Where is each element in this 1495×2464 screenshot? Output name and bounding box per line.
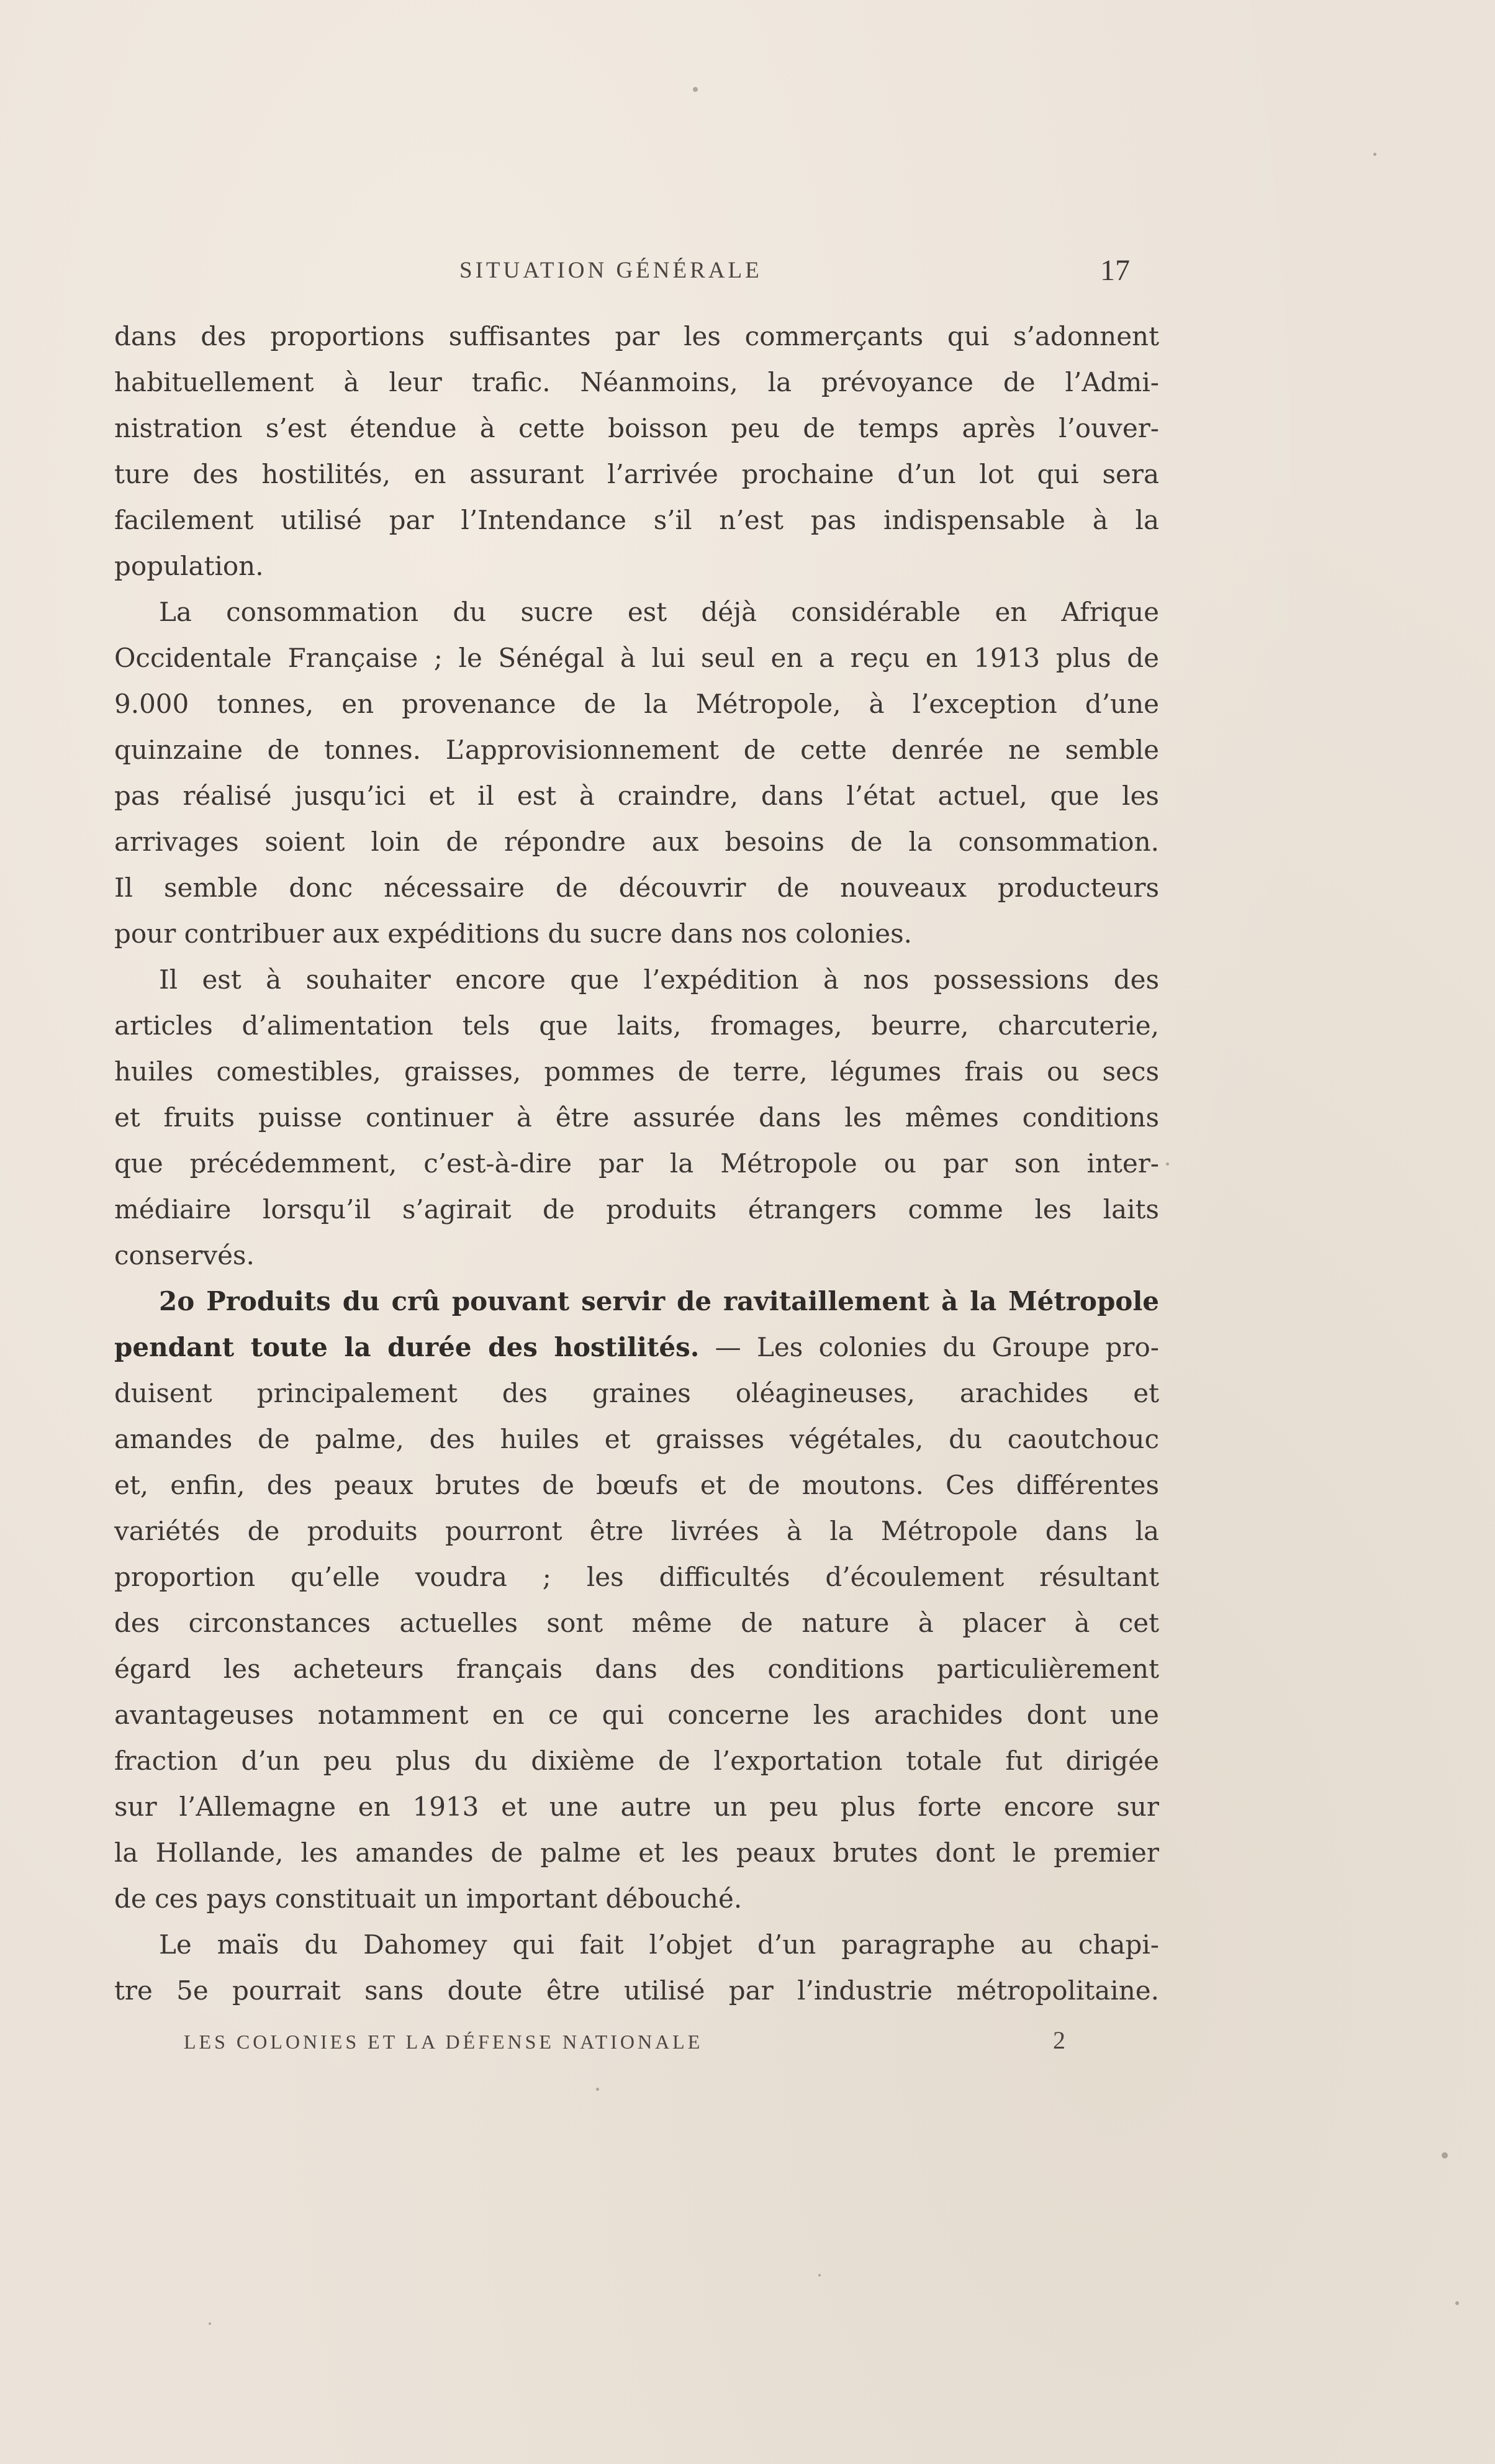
running-head xyxy=(459,253,1130,291)
paper-speck xyxy=(596,2088,599,2091)
text-line: Occidentale Française ; le Sénégal à lui seul en a reçu en 1913 plus de xyxy=(114,643,1159,673)
paper-speck xyxy=(1442,2152,1448,2158)
text-line: conservés. xyxy=(114,1240,255,1270)
text-line: variétés de produits pourront être livrées à la Métropole dans la xyxy=(114,1516,1159,1546)
sheet-number: 2 xyxy=(1053,2026,1065,2054)
text-line: habituellement à leur trafic. Néanmoins, la prévoyance de l’Admi- xyxy=(114,367,1159,397)
text-line: Il est à souhaiter encore que l’expédition à nos possessions des xyxy=(159,964,1159,995)
paper-speck xyxy=(209,2322,211,2325)
text-line: duisent principalement des graines oléagineuses, arachides et xyxy=(114,1378,1159,1408)
text-line: La consommation du sucre est déjà considérable en Afrique xyxy=(159,597,1159,627)
running-title: SITUATION GÉNÉRALE xyxy=(459,258,762,283)
text-line: la Hollande, les amandes de palme et les peaux brutes dont le premier xyxy=(114,1837,1159,1868)
paper-speck xyxy=(1373,153,1376,156)
paper-speck xyxy=(1166,1162,1169,1166)
page-number: 17 xyxy=(1100,254,1130,287)
text-line: arrivages soient loin de répondre aux besoins de la consommation. xyxy=(114,827,1159,857)
text-line: dans des proportions suffisantes par les commerçants qui s’adonnent xyxy=(114,321,1159,351)
text-line: égard les acheteurs français dans des conditions particulièrement xyxy=(114,1654,1159,1684)
text-line: et fruits puisse continuer à être assurée dans les mêmes conditions xyxy=(114,1102,1159,1133)
text-line: fraction d’un peu plus du dixième de l’exportation totale fut dirigée xyxy=(114,1746,1159,1776)
text-line: pas réalisé jusqu’ici et il est à craindre, dans l’état actuel, que les xyxy=(114,781,1159,811)
text-line: huiles comestibles, graisses, pommes de terre, légumes frais ou secs xyxy=(114,1056,1159,1087)
section-heading-continuation xyxy=(114,1325,1159,1370)
text-line: Le maïs du Dahomey qui fait l’objet d’un paragraphe au chapi- xyxy=(159,1929,1159,1960)
signature-text: LES COLONIES ET LA DÉFENSE NATIONALE xyxy=(184,2031,703,2053)
text-line: médiaire lorsqu’il s’agirait de produits étrangers comme les laits xyxy=(114,1194,1159,1225)
text-line: Il semble donc nécessaire de découvrir de nouveaux producteurs xyxy=(114,872,1159,903)
text-line: pour contribuer aux expéditions du sucre dans nos colonies. xyxy=(114,918,912,949)
text-line: que précédemment, c’est-à-dire par la Métropole ou par son inter- xyxy=(114,1148,1159,1179)
body-text xyxy=(114,314,1159,2014)
text-line: facilement utilisé par l’Intendance s’il n’est pas indispensable à la xyxy=(114,505,1159,535)
text-line: nistration s’est étendue à cette boisson peu de temps après l’ouver- xyxy=(114,413,1159,443)
section-heading-end: pendant toute la durée des hostilités. xyxy=(114,1332,700,1362)
text-line: articles d’alimentation tels que laits, fromages, beurre, charcuterie, xyxy=(114,1010,1159,1041)
text-line: proportion qu’elle voudra ; les difficultés d’écoulement résultant xyxy=(114,1562,1159,1592)
paper-speck xyxy=(1455,2301,1459,2305)
text-line: et, enfin, des peaux brutes de bœufs et de moutons. Ces différentes xyxy=(114,1470,1159,1500)
text-line: tre 5e pourrait sans doute être utilisé par l’industrie métropolitaine. xyxy=(114,1975,1159,2006)
text-line: de ces pays constituait un important débouché. xyxy=(114,1883,743,1914)
paper-speck xyxy=(693,87,698,92)
signature-footer xyxy=(184,2026,1065,2063)
text-line: quinzaine de tonnes. L’approvisionnement de cette denrée ne semble xyxy=(114,735,1159,765)
section-heading-line: 2o Produits du crû pouvant servir de ravitaillement à la Métropole xyxy=(159,1286,1159,1316)
text-line: avantageuses notamment en ce qui concerne les arachides dont une xyxy=(114,1700,1159,1730)
text-line: 9.000 tonnes, en provenance de la Métropole, à l’exception d’une xyxy=(114,689,1159,719)
paragraph-start: — Les colonies du Groupe pro- xyxy=(699,1332,1159,1362)
paper-speck xyxy=(818,2274,821,2276)
text-line: population. xyxy=(114,551,264,581)
text-line: sur l’Allemagne en 1913 et une autre un peu plus forte encore sur xyxy=(114,1791,1159,1822)
text-line: ture des hostilités, en assurant l’arrivée prochaine d’un lot qui sera xyxy=(114,459,1159,489)
text-line: amandes de palme, des huiles et graisses végétales, du caoutchouc xyxy=(114,1424,1159,1454)
text-line: des circonstances actuelles sont même de nature à placer à cet xyxy=(114,1608,1159,1638)
